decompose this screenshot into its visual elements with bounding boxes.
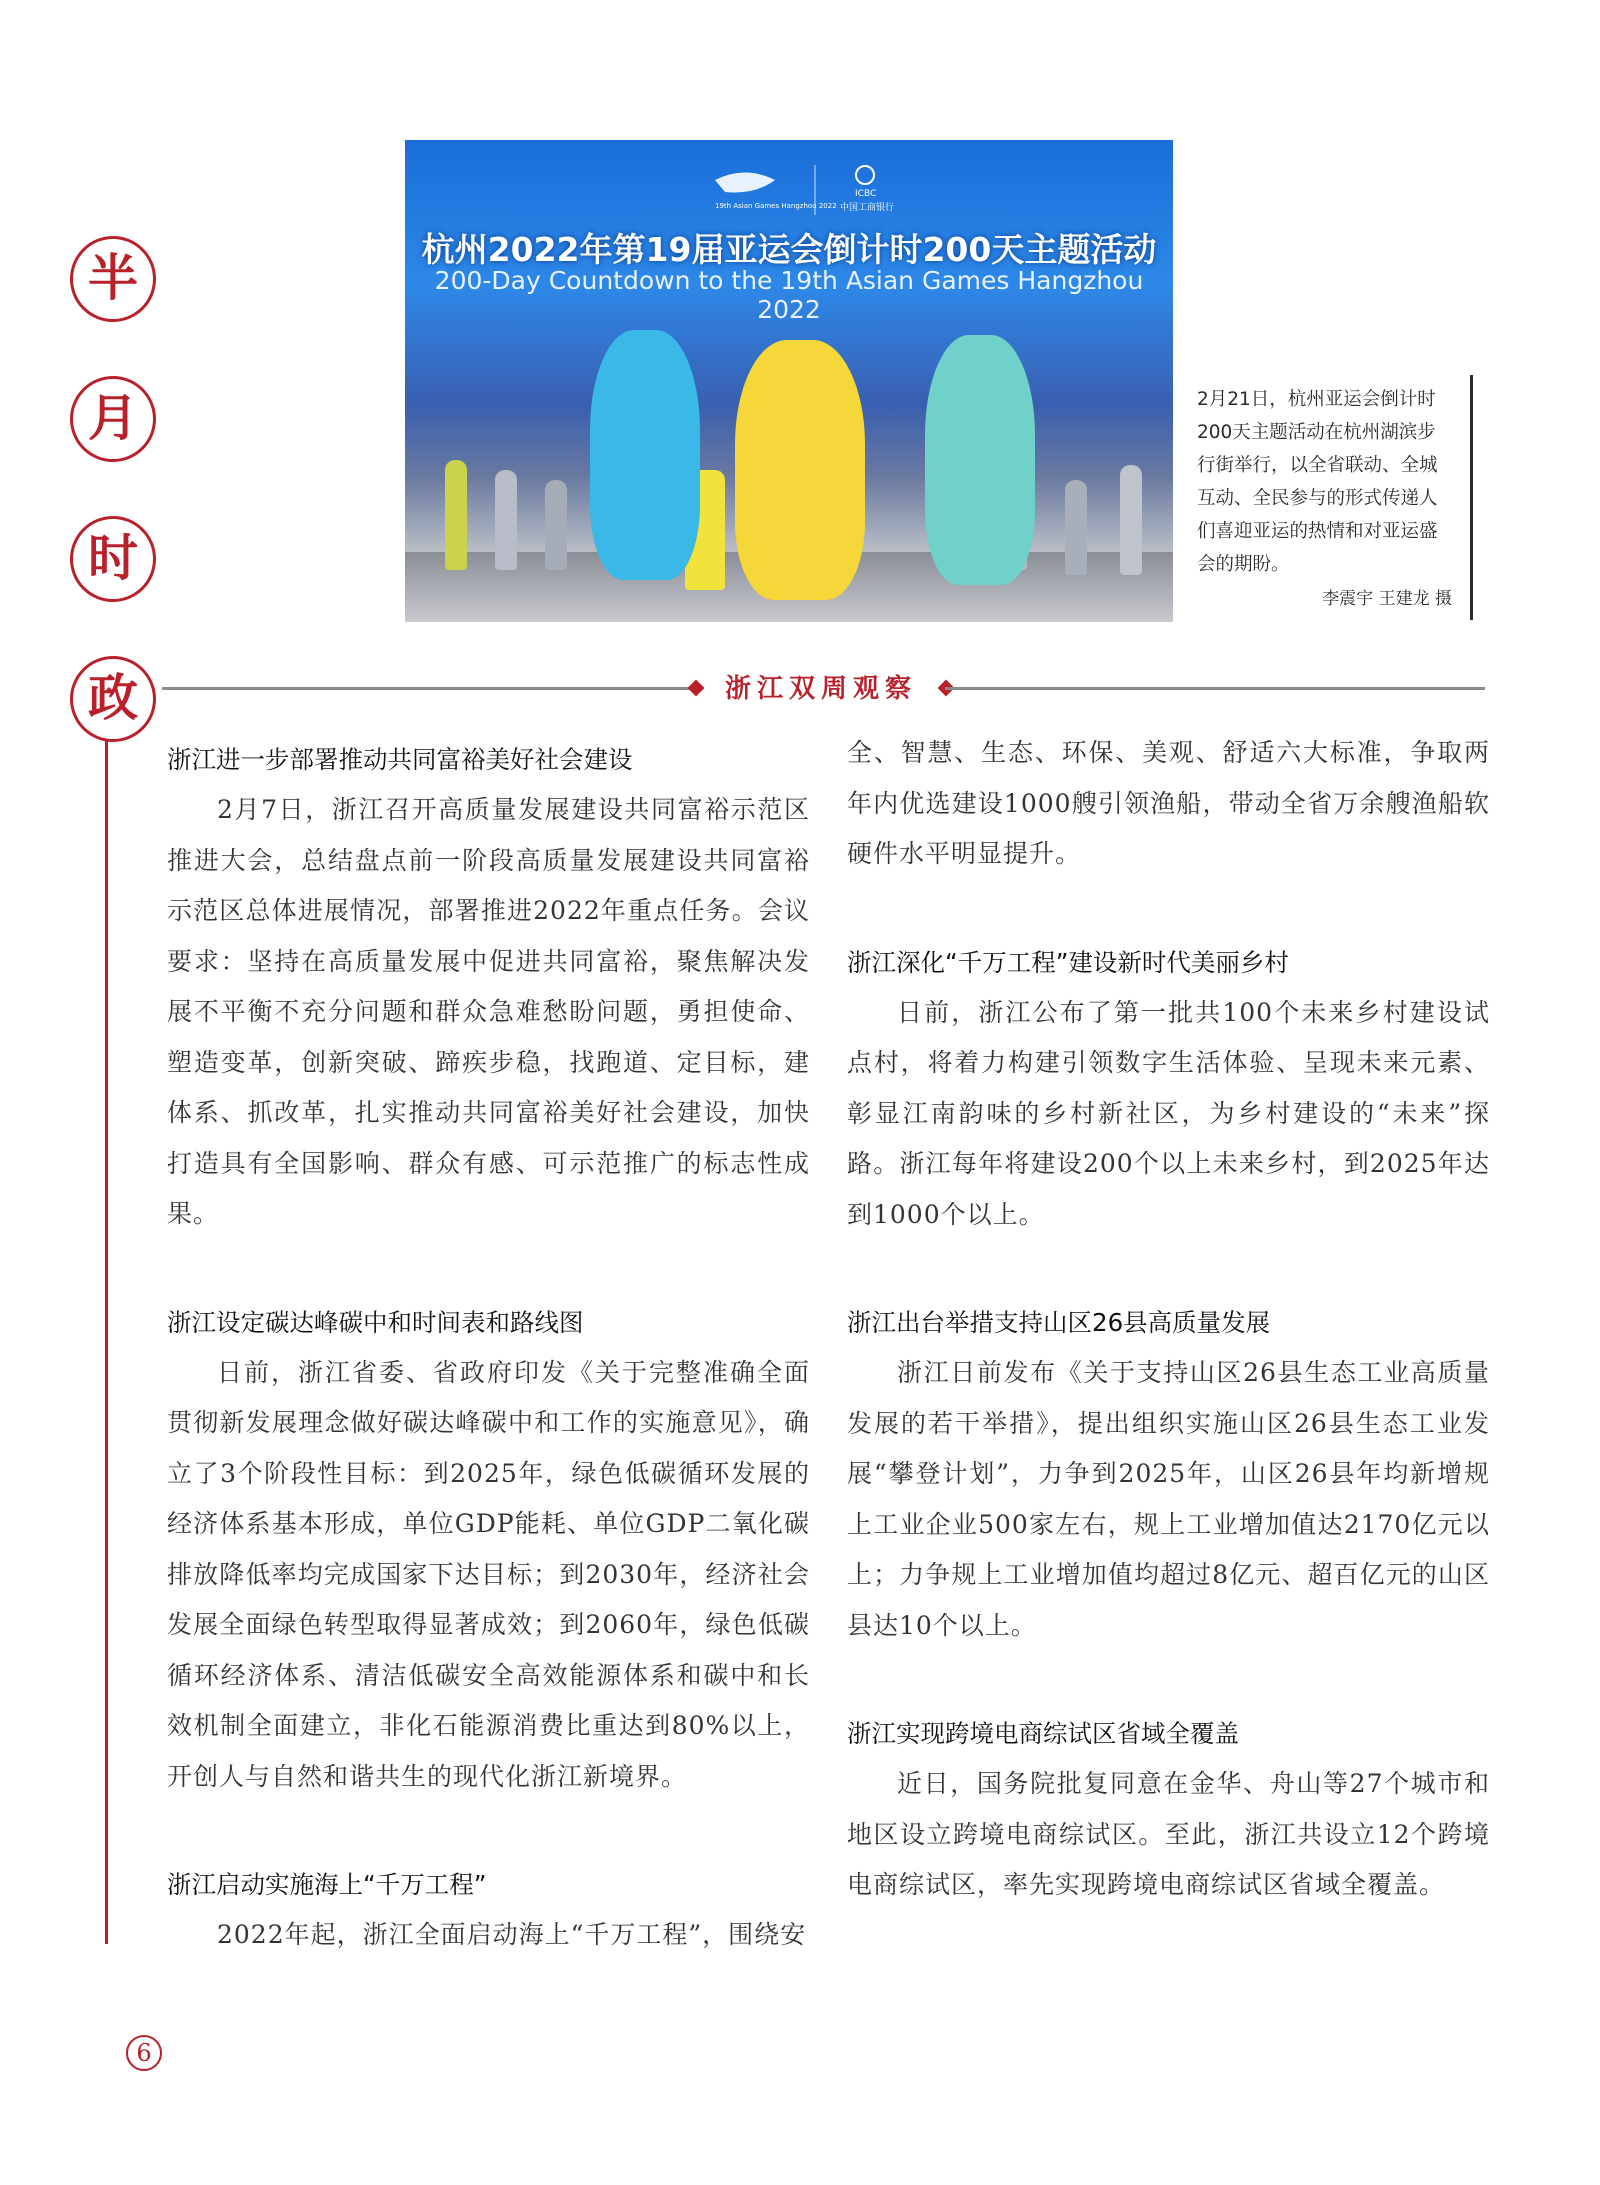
article-body: 日前，浙江省委、省政府印发《关于完整准确全面贯彻新发展理念做好碳达峰碳中和工作的实施意见》，确立了3个阶段性目标：到2025年，绿色低碳循环发展的经济体系基本形成，单位GDP能耗、单位GDP二氧化碳排放降低率均完成国家下达目标；到2030年，经济社会发展全面绿色转型取得显著成效；到2060年，绿色低碳循环经济体系、清洁低碳安全高效能源体系和碳中和长效机制全面建立，非化石能源消费比重达到80%以上，开创人与自然和谐共生的现代化浙江新境界。 [167,1357,810,1791]
section-rule-left [162,687,697,690]
dancer-figure [495,470,517,570]
icbc-logo-text: ICBC [855,189,877,199]
photo-banner-title: 杭州2022年第19届亚运会倒计时200天主题活动 [421,230,1157,269]
mascot-teal [925,335,1035,585]
icbc-logo-subtext: 中国工商银行 [840,203,895,213]
page-number: 6 [126,2035,162,2071]
side-red-line [105,712,108,1944]
article [847,1709,1490,1911]
icbc-logo-icon [856,166,874,184]
photo-credit: 李震宇 王建龙 摄 [1322,589,1452,609]
article-title: 浙江实现跨境电商综试区省域全覆盖 [847,1719,1239,1748]
article-body: 浙江日前发布《关于支持山区26县生态工业高质量发展的若干举措》，提出组织实施山区26县生态工业发展“攀登计划”，力争到2025年，山区26县年均新增规上工业企业500家左右，规上工业增加值达2170亿元以上；力争规上工业增加值均超过8亿元、超百亿元的山区县达10个以上。 [847,1358,1490,1640]
dancer-figure [1120,465,1142,575]
article [167,1298,810,1803]
photo-caption [1173,375,1473,620]
article [167,1860,810,1961]
article [847,1298,1490,1651]
article-body: 2月7日，浙江召开高质量发展建设共同富裕示范区推进大会，总结盘点前一阶段高质量发展建设共同富裕示范区总体进展情况，部署推进2022年重点任务。会议要求：坚持在高质量发展中促进共同富裕，聚焦解决发展不平衡不充分问题和群众急难愁盼问题，勇担使命、塑造变革，创新突破、蹄疾步稳，找跑道、定目标，建体系、抓改革，扎实推动共同富裕美好社会建设，加快打造具有全国影响、群众有感、可示范推广的标志性成果。 [167,795,810,1228]
photo-banner-subtitle: 200-Day Countdown to the 19th Asian Games Hangzhou 2022 [434,266,1144,324]
article-body: 全、智慧、生态、环保、美观、舒适六大标准，争取两年内优选建设1000艘引领渔船，带动全省万余艘渔船软硬件水平明显提升。 [847,738,1490,868]
dancer-figure [1065,480,1087,575]
article-title: 浙江出台举措支持山区26县高质量发展 [847,1308,1271,1337]
event-photo [405,140,1173,622]
mascot-blue [590,330,700,580]
article-body: 日前，浙江公布了第一批共100个未来乡村建设试点村，将着力构建引领数字生活体验、呈现未来元素、彰显江南韵味的乡村新社区，为乡村建设的“未来”探路。浙江每年将建设200个以上未来乡村，到2025年达到1000个以上。 [847,997,1490,1229]
sponsor-logos [705,160,925,220]
games-logo-text: 19th Asian Games Hangzhou 2022 [715,202,837,210]
mascot-yellow [735,340,865,600]
section-title: 浙江双周观察 [724,674,917,704]
left-column [167,735,810,2019]
article [847,938,1490,1241]
column-title-char: 半 [70,236,156,322]
section-rule-right [945,687,1485,690]
article-continuation [847,728,1490,880]
column-title-char: 时 [70,516,156,602]
dancer-figure [545,480,567,570]
article-title: 浙江启动实施海上“千万工程” [167,1870,487,1899]
article [167,735,810,1240]
caption-text: 2月21日，杭州亚运会倒计时200天主题活动在杭州湖滨步行街举行，以全省联动、全城互动、全民参与的形式传递人们喜迎亚运的热情和对亚运盛会的期盼。 [1197,389,1438,575]
column-title [70,236,160,796]
asian-games-logo-icon [715,173,775,193]
column-title-char: 月 [70,376,156,462]
column-title-char: 政 [70,656,156,742]
article-body: 近日，国务院批复同意在金华、舟山等27个城市和地区设立跨境电商综试区。至此，浙江共设立12个跨境电商综试区，率先实现跨境电商综试区省域全覆盖。 [847,1769,1490,1899]
article-title: 浙江深化“千万工程”建设新时代美丽乡村 [847,947,1289,977]
dancer-figure [445,460,467,570]
right-column [847,728,1490,1969]
article-title: 浙江设定碳达峰碳中和时间表和路线图 [167,1307,584,1337]
article-title: 浙江进一步部署推动共同富裕美好社会建设 [167,745,633,774]
article-body: 2022年起，浙江全面启动海上“千万工程”，围绕安 [217,1920,807,1949]
